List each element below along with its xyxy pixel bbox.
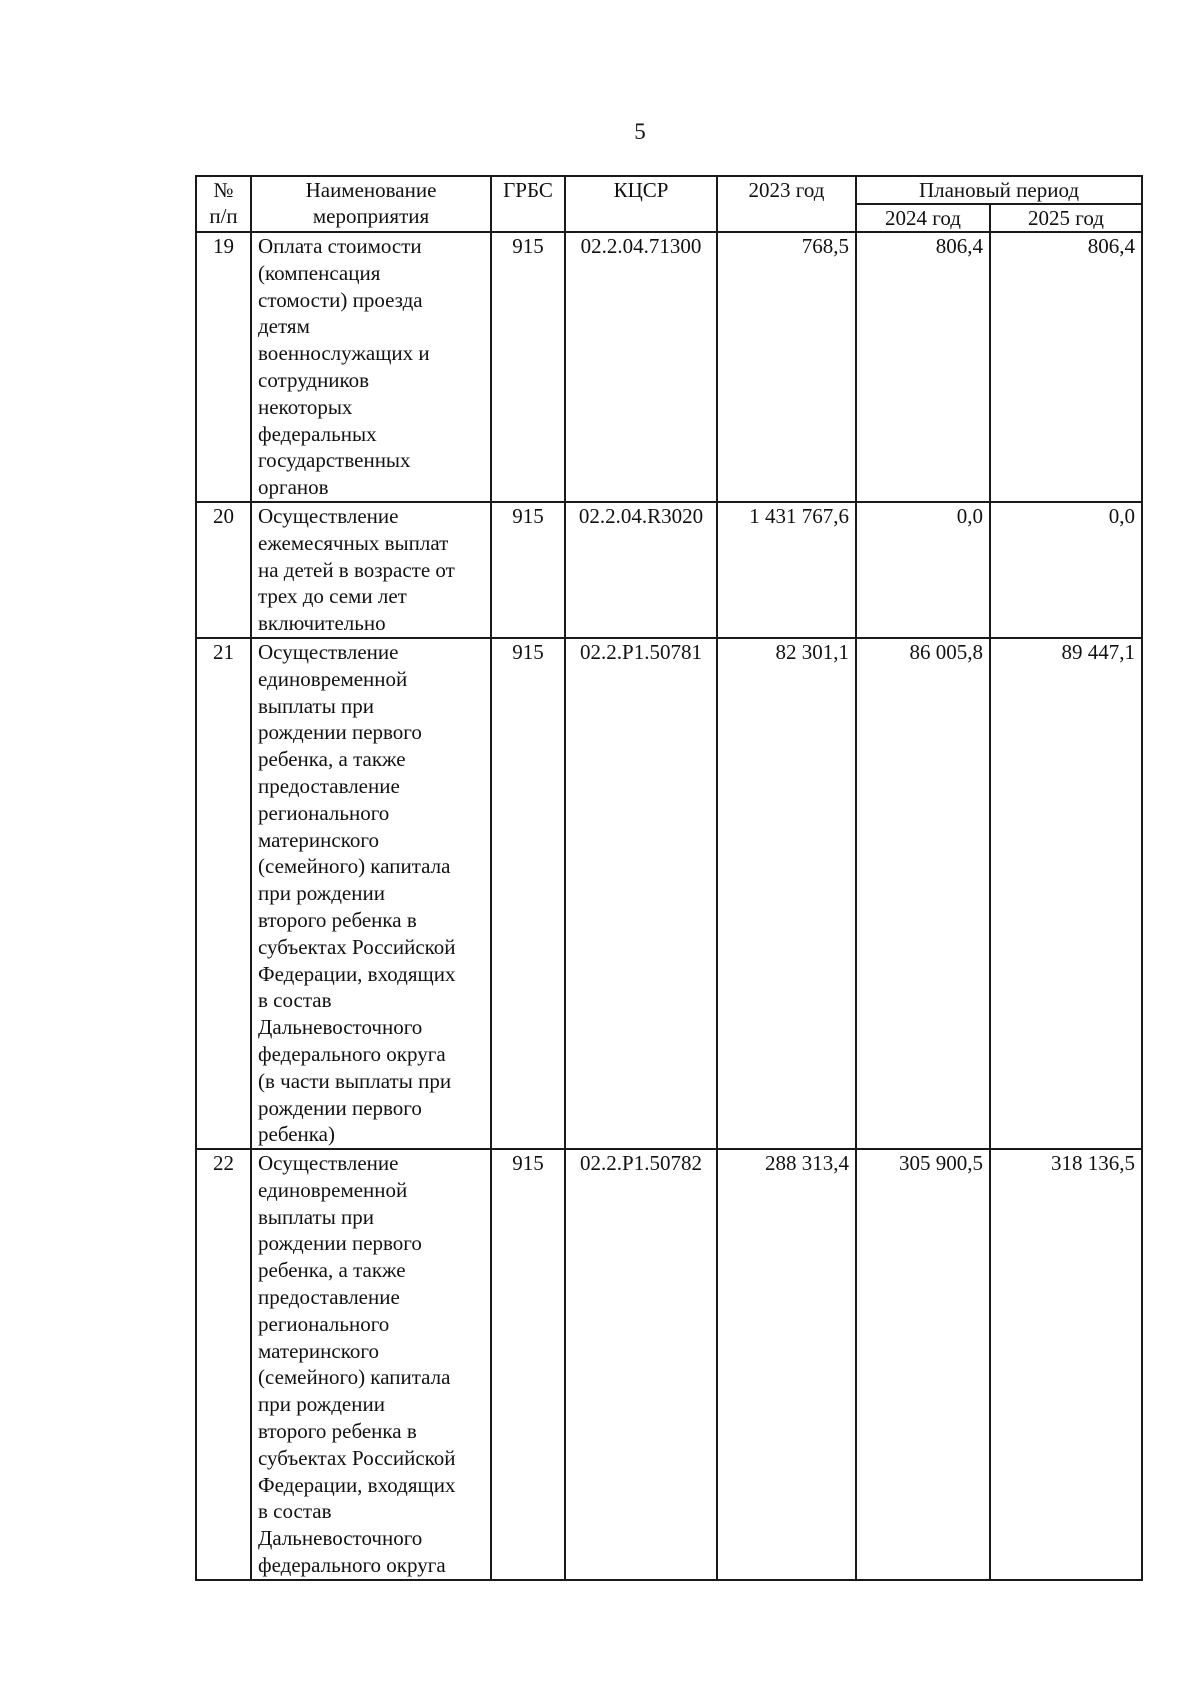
- text-line: органов: [258, 475, 329, 500]
- text-line: (в части выплаты при: [258, 1068, 452, 1093]
- page-number: 5: [634, 119, 646, 144]
- text-line: рождении первого: [258, 1231, 422, 1256]
- text-line: регионального: [258, 1311, 390, 1336]
- text-line: федеральных: [258, 421, 377, 446]
- text-line: Оплата стоимости: [258, 234, 422, 258]
- text-line: Осуществление: [258, 639, 399, 664]
- text-line: детям: [258, 314, 310, 339]
- row-2025: 0,0: [990, 502, 1142, 638]
- text-line: Федерации, входящих: [258, 1472, 456, 1497]
- text-line: Дальневосточного: [258, 1015, 423, 1040]
- text-line: военнослужащих и: [258, 341, 430, 366]
- row-kcsr: 02.2.04.R3020: [565, 502, 717, 638]
- text-line: Федерации, входящих: [258, 961, 456, 986]
- row-2023: 288 313,4: [717, 1149, 856, 1580]
- text-line: (семейного) капитала: [258, 1365, 451, 1390]
- text-line: второго ребенка в: [258, 1419, 417, 1444]
- header-2024: 2024 год: [856, 204, 990, 232]
- text-line: выплаты при: [258, 1204, 375, 1229]
- row-name: [251, 638, 491, 1149]
- row-kcsr: 02.2.P1.50781: [565, 638, 717, 1149]
- row-num: 19: [196, 232, 251, 502]
- text-line: единовременной: [258, 1177, 408, 1202]
- row-name: [251, 232, 491, 502]
- row-2024: 0,0: [856, 502, 990, 638]
- row-name: [251, 502, 491, 638]
- text-line: субъектах Российской: [258, 1445, 456, 1470]
- row-num: 21: [196, 638, 251, 1149]
- row-2025: 89 447,1: [990, 638, 1142, 1149]
- text-line: включительно: [258, 611, 386, 636]
- text-line: сотрудников: [258, 367, 370, 392]
- header-grbs: ГРБС: [491, 176, 565, 232]
- text-line: в состав: [258, 1499, 332, 1524]
- row-2023: 768,5: [717, 232, 856, 502]
- row-name: [251, 1149, 491, 1580]
- text-line: рождении первого: [258, 720, 422, 745]
- row-2025: 806,4: [990, 232, 1142, 502]
- text-line: ежемесячных выплат: [258, 530, 449, 555]
- text-line: рождении первого: [258, 1095, 422, 1120]
- text-line: Наименование: [305, 178, 437, 202]
- text-line: регионального: [258, 800, 390, 825]
- text-line: ребенка, а также: [258, 1258, 406, 1283]
- table-row: [196, 638, 1142, 1149]
- text-line: федерального округа: [258, 1553, 446, 1578]
- text-line: субъектах Российской: [258, 934, 456, 959]
- row-grbs: 915: [491, 638, 565, 1149]
- table-row: [196, 502, 1142, 638]
- text-line: на детей в возрасте от: [258, 557, 455, 582]
- row-2025: 318 136,5: [990, 1149, 1142, 1580]
- header-2025: 2025 год: [990, 204, 1142, 232]
- header-planned-period: Плановый период: [856, 176, 1142, 204]
- text-line: предоставление: [258, 773, 400, 798]
- text-line: некоторых: [258, 394, 353, 419]
- text-line: материнского: [258, 1338, 379, 1363]
- row-num: 20: [196, 502, 251, 638]
- text-line: Осуществление: [258, 503, 399, 528]
- header-row-1: [196, 176, 1142, 204]
- row-2023: 82 301,1: [717, 638, 856, 1149]
- table-body: [196, 232, 1142, 1580]
- row-2024: 86 005,8: [856, 638, 990, 1149]
- text-line: единовременной: [258, 666, 408, 691]
- table-row: [196, 232, 1142, 502]
- text-line: Осуществление: [258, 1151, 399, 1176]
- header-2023: 2023 год: [717, 176, 856, 232]
- text-line: при рождении: [258, 881, 385, 906]
- row-2024: 305 900,5: [856, 1149, 990, 1580]
- row-grbs: 915: [491, 232, 565, 502]
- text-line: материнского: [258, 827, 379, 852]
- text-line: государственных: [258, 448, 411, 473]
- row-2023: 1 431 767,6: [717, 502, 856, 638]
- header-kcsr: КЦСР: [565, 176, 717, 232]
- text-line: (компенсация: [258, 260, 381, 285]
- text-line: мероприятия: [312, 204, 430, 228]
- header-num: [196, 176, 251, 232]
- row-kcsr: 02.2.P1.50782: [565, 1149, 717, 1580]
- text-line: второго ребенка в: [258, 907, 417, 932]
- row-grbs: 915: [491, 502, 565, 638]
- header-name: [251, 176, 491, 232]
- text-line: Дальневосточного: [258, 1526, 423, 1551]
- text-line: (семейного) капитала: [258, 854, 451, 879]
- text-line: предоставление: [258, 1285, 400, 1310]
- text-line: стомости) проезда: [258, 287, 423, 312]
- budget-table: [195, 175, 1143, 1581]
- text-line: трех до семи лет: [258, 584, 407, 609]
- row-2024: 806,4: [856, 232, 990, 502]
- text-line: федерального округа: [258, 1041, 446, 1066]
- text-line: ребенка): [258, 1122, 335, 1147]
- text-line: ребенка, а также: [258, 747, 406, 772]
- text-line: при рождении: [258, 1392, 385, 1417]
- text-line: выплаты при: [258, 693, 375, 718]
- row-grbs: 915: [491, 1149, 565, 1580]
- text-line: №: [213, 178, 234, 202]
- row-kcsr: 02.2.04.71300: [565, 232, 717, 502]
- text-line: п/п: [209, 204, 238, 228]
- table-row: [196, 1149, 1142, 1580]
- text-line: в состав: [258, 988, 332, 1013]
- row-num: 22: [196, 1149, 251, 1580]
